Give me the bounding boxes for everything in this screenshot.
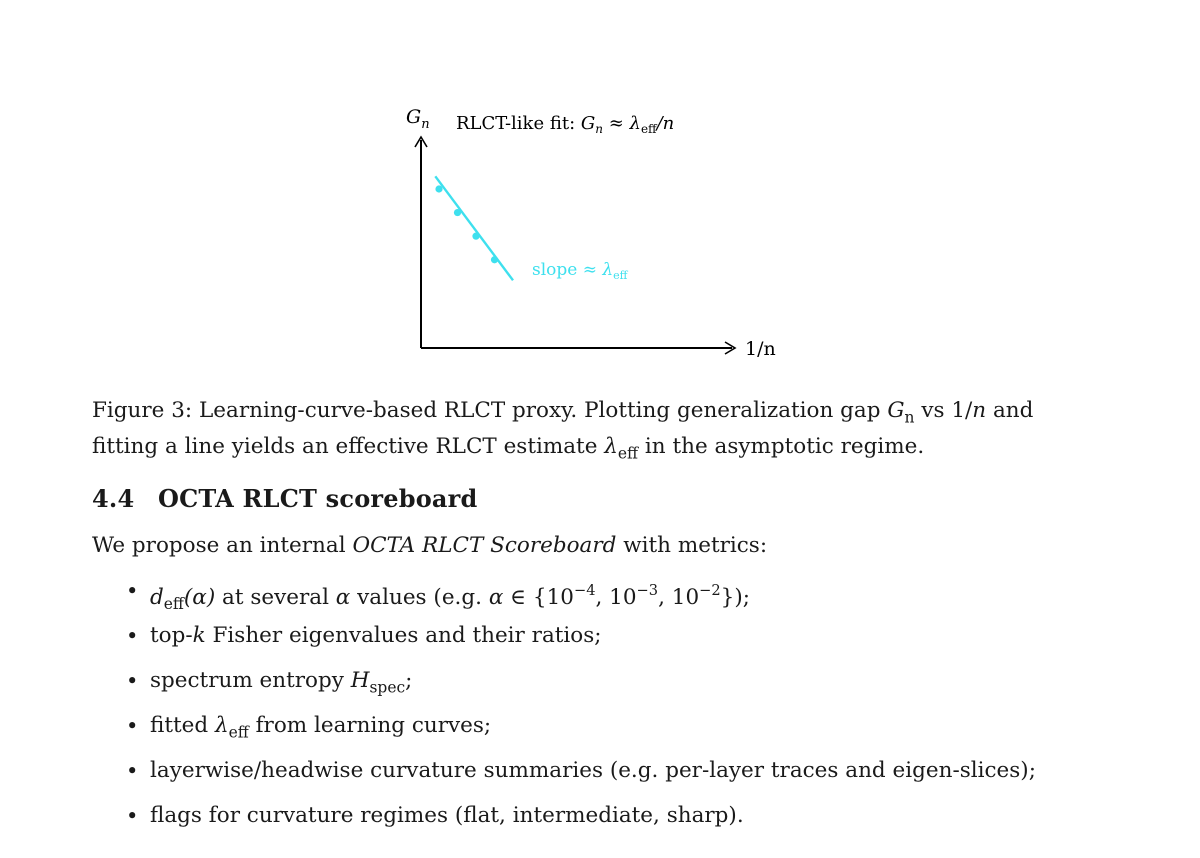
data-point: [454, 209, 461, 216]
data-point: [435, 185, 442, 192]
list-item: • spectrum entropy $H_{spec}$;: [0, 663, 1036, 708]
section-title: OCTA RLCT scoreboard: [158, 484, 478, 513]
bullet: •: [126, 669, 139, 693]
y-axis-label: $G_n$: [406, 106, 430, 132]
scoreboard-emphasis: OCTA RLCT Scoreboard: [352, 533, 617, 558]
x-axis-label: 1/n: [745, 338, 776, 360]
bullet: •: [126, 759, 139, 783]
bullet: •: [126, 804, 139, 828]
plot-marks: [435, 176, 513, 280]
metrics-list: [0, 573, 1036, 843]
data-point: [491, 256, 498, 263]
section-number: 4.4: [92, 484, 135, 513]
section-heading: [92, 484, 477, 513]
list-item: • fitted $\lambda_{eff}$ from learning curves;: [0, 708, 1036, 753]
bullet: •: [126, 624, 139, 648]
list-item: • $d_{eff}(\alpha)$ at several α values (e.g. α ∈ {$10^{-4}$, $10^{-3}$, $10^{-2}$});: [0, 573, 1036, 618]
data-point: [472, 233, 479, 240]
intro-paragraph: We propose an internal OCTA RLCT Scoreboard with metrics:: [92, 533, 768, 558]
list-item: • flags for curvature regimes (flat, intermediate, sharp).: [0, 798, 1036, 843]
figure-caption: Figure 3: Learning-curve-based RLCT proxy. Plotting generalization gap $G_n$ vs 1/n and fitting a line yields an effective RLCT estimate $\lambda_{eff}$ in the asymptotic regime.: [92, 398, 1034, 463]
bullet: •: [126, 714, 139, 738]
bullet: •: [126, 579, 139, 603]
fit-line: [435, 176, 513, 280]
list-item: • top-k Fisher eigenvalues and their ratios;: [0, 618, 1036, 663]
fit-label: RLCT-like fit: $G_n \approx \lambda_{eff}/n$: [456, 113, 675, 136]
slope-label: slope ≈ $\lambda_{eff}$: [532, 260, 628, 282]
list-item: • layerwise/headwise curvature summaries (e.g. per-layer traces and eigen-slices);: [0, 753, 1036, 798]
rlct-figure: [0, 0, 1200, 380]
